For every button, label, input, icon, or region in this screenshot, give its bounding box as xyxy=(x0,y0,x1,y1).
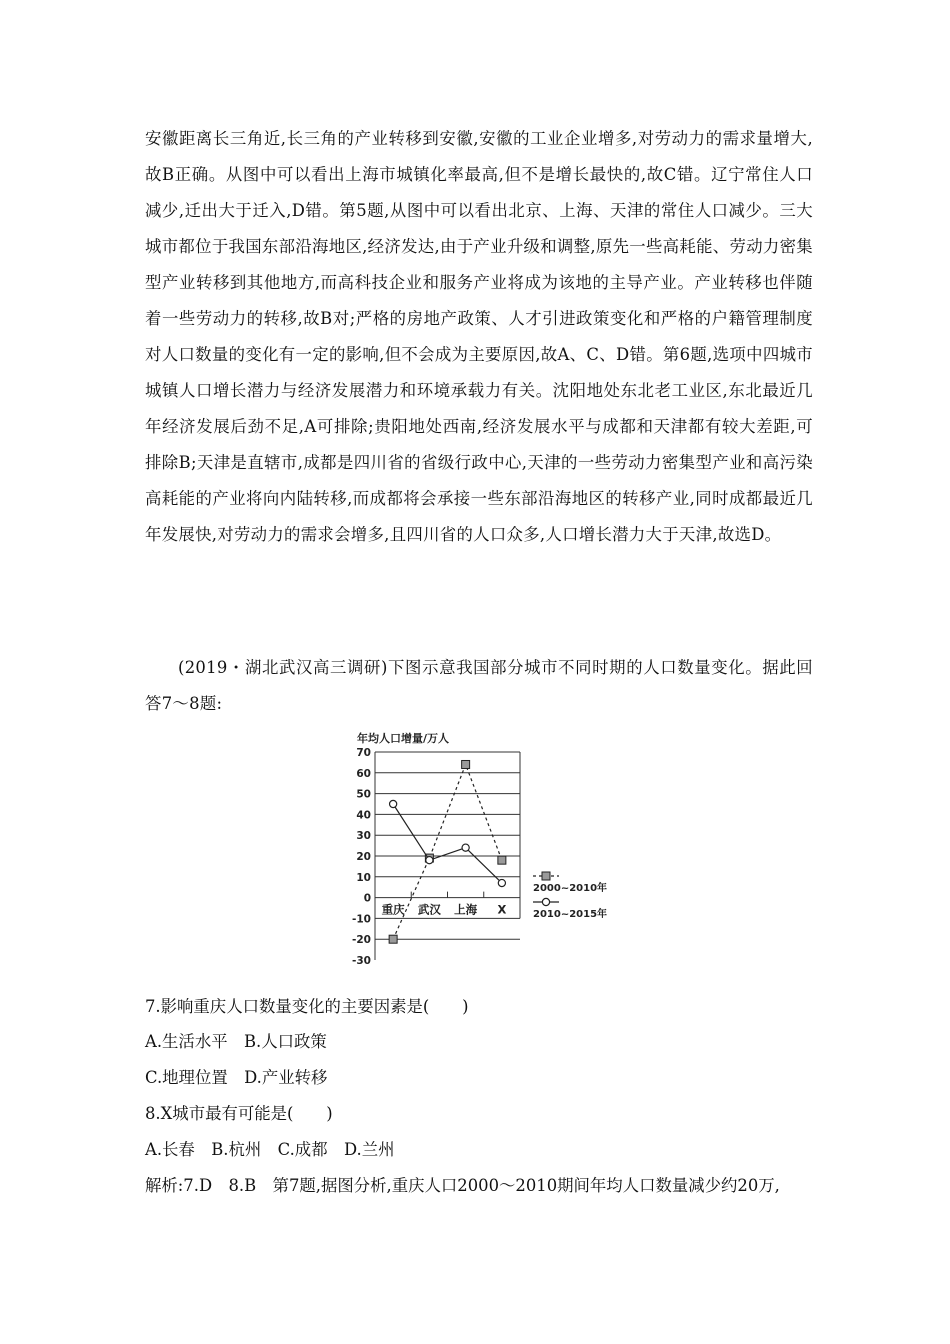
y-tick-label: 20 xyxy=(356,851,371,863)
data-point xyxy=(389,935,397,943)
series-line xyxy=(393,764,502,939)
y-tick-label: 40 xyxy=(356,809,371,822)
x-tick-label: 上海 xyxy=(454,902,478,917)
data-point xyxy=(498,856,506,864)
question-8-options: A.长春 B.杭州 C.成都 D.兰州 xyxy=(145,1140,395,1159)
y-tick-label: 10 xyxy=(356,871,371,884)
x-tick-label: 武汉 xyxy=(417,902,441,917)
y-tick-label: 0 xyxy=(363,892,371,905)
answer-explanation: 解析:7.D 8.B 第7题,据图分析,重庆人口2000～2010期间年均人口数量减少约20万, xyxy=(145,1176,780,1195)
data-point xyxy=(498,879,505,886)
y-tick-label: 50 xyxy=(356,788,371,801)
y-tick-label: -10 xyxy=(352,913,371,926)
legend-label: 2010~2015年 xyxy=(533,909,608,920)
data-point xyxy=(462,760,470,768)
x-tick-label: X xyxy=(497,902,507,917)
y-axis-label: 年均人口增量/万人 xyxy=(357,732,450,745)
series-line xyxy=(393,804,502,883)
question-7-options-cd: C.地理位置 D.产业转移 xyxy=(145,1068,328,1087)
y-tick-label: 60 xyxy=(356,767,371,780)
x-tick-label: 重庆 xyxy=(381,902,405,917)
analysis-paragraph: 安徽距离长三角近,长三角的产业转移到安徽,安徽的工业企业增多,对劳动力的需求量增大,故B正确。从图中可以看出上海市城镇化率最高,但不是增长最快的,故C错。辽宁常住人口减少,迁出大于迁入,D错。第5题,从图中可以看出北京、上海、天津的常住人口减少。三大城市都位于我国东部沿海地区,经济发达,由于产业升级和调整,原先一些高耗能、劳动力密集型产业转移到其他地方,而高科技企业和服务产业将成为该地的主导产业。产业转移也伴随着一些劳动力的转移,故B对;严格的房地产政策、人才引进政策变化和严格的户籍管理制度对人口数量的变化有一定的影响,但不会成为主要原因,故A、C、D错。第6题,选项中四城市城镇人口增长潜力与经济发展潜力和环境承载力有关。沈阳地处东北老工业区,东北最近几年经济发展后劲不足,A可排除;贵阳地处西南,经济发展水平与成都和天津都有较大差距,可排除B;天津是直辖市,成都是四川省的省级行政中心,天津的一些劳动力密集型产业和高污染高耗能的产业将向内陆转移,而成都将会承接一些东部沿海地区的转移产业,同时成都最近几年发展快,对劳动力的需求会增多,且四川省的人口众多,人口增长潜力大于天津,故选D。 xyxy=(145,129,813,544)
question-intro: (2019・湖北武汉高三调研)下图示意我国部分城市不同时期的人口数量变化。据此回答7～8题: xyxy=(145,658,813,713)
data-point xyxy=(390,800,397,807)
population-change-chart xyxy=(352,726,625,971)
legend-label: 2000~2010年 xyxy=(533,883,608,894)
question-8-stem: 8.X城市最有可能是( ) xyxy=(145,1104,333,1123)
legend-marker xyxy=(542,872,550,880)
y-tick-label: -20 xyxy=(352,934,371,947)
y-tick-label: 30 xyxy=(356,830,371,843)
legend-marker xyxy=(542,898,549,905)
y-tick-label: -30 xyxy=(352,955,371,967)
data-point xyxy=(426,857,433,864)
data-point xyxy=(462,844,469,851)
y-tick-label: 70 xyxy=(356,747,371,759)
question-7-stem: 7.影响重庆人口数量变化的主要因素是( ) xyxy=(145,997,469,1016)
question-7-options-ab: A.生活水平 B.人口政策 xyxy=(145,1032,327,1051)
